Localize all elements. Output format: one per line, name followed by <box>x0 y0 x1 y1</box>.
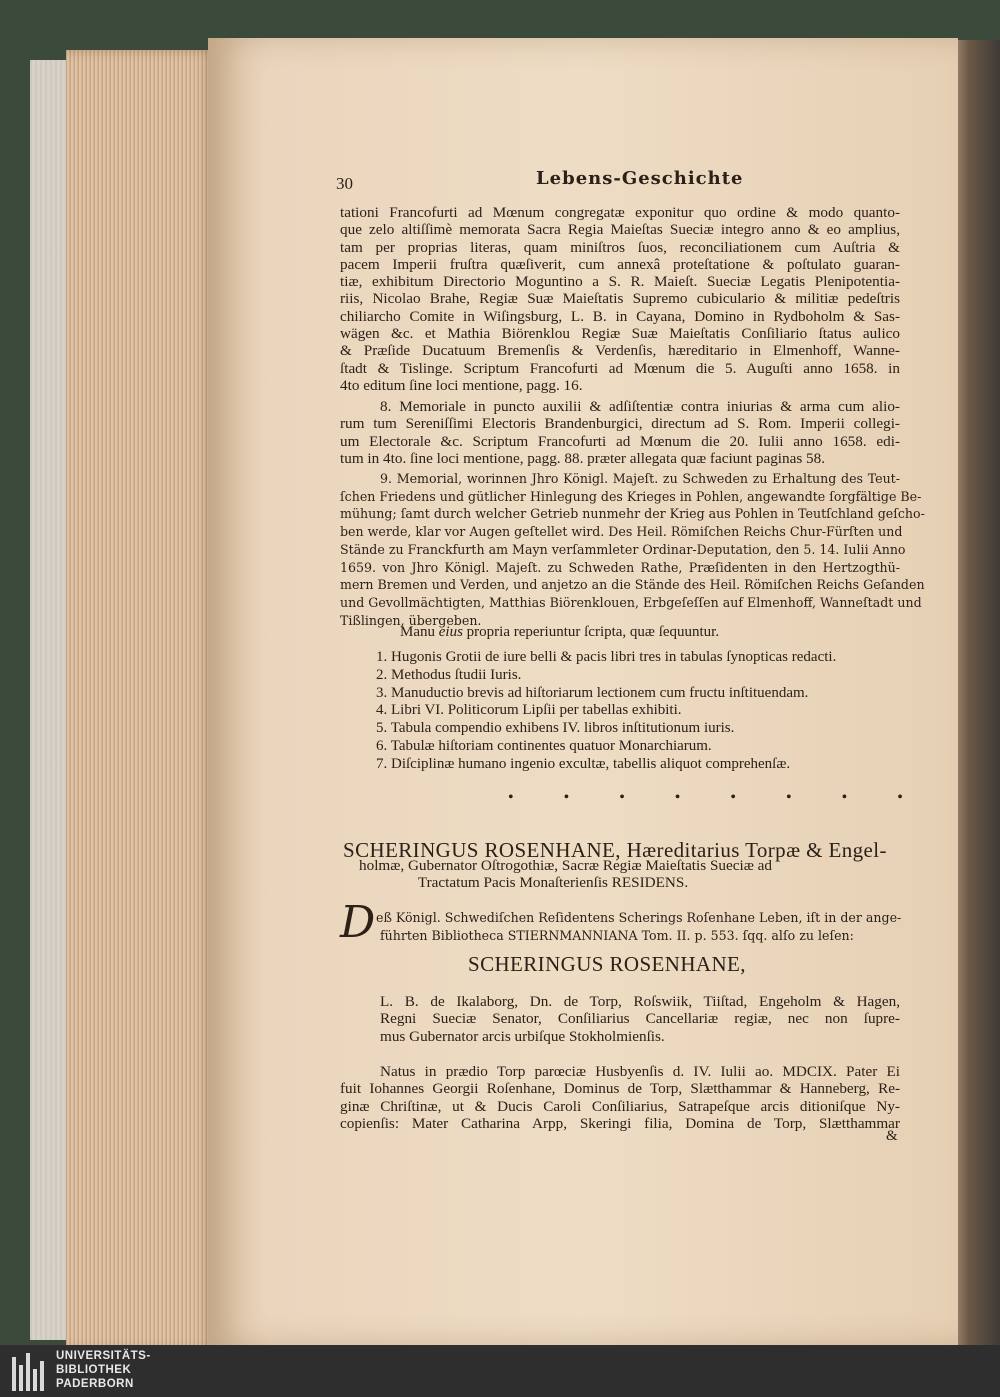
text-line: und Gevollmächtigten, Matthias Biörenklouen, Erbgeſeſſen auf Elmenhoff, Wanneſtadt und <box>340 594 922 610</box>
text-line: chiliarcho Comite in Wiſingsburg, L. B. in Cayana, Domino in Rydboholm & Sas- <box>340 307 900 325</box>
text-line: ginæ Chriſtinæ, ut & Ducis Caroli Conſiliarius, Satrapeſque arcis ditioniſque Ny- <box>340 1097 900 1115</box>
manuscripts-list <box>376 649 836 774</box>
text-line: eß Königl. Schwediſchen Reſidentens Scherings Roſenhane Leben, iſt in der ange- <box>376 910 902 925</box>
book-page <box>208 38 958 1345</box>
manu-text: Manu <box>400 624 439 640</box>
text-line: ſchen Friedens und gütlicher Hinlegung des Krieges in Pohlen, angewandte ſorgfältige Be- <box>340 488 922 504</box>
text-line: 1659. von Jhro Königl. Majeſt. zu Schweden Rathe, Præſidenten in den Hertzogthü- <box>340 559 900 575</box>
text-line: & Præſide Ducatuum Bremenſis & Verdenſis, hæreditario in Elmenhoff, Wanne- <box>340 342 900 360</box>
text-line: Regni Sueciæ Senator, Conſiliarius Cancellariæ regiæ, nec non ſupre- <box>380 1010 900 1028</box>
text-line: ſtadt & Tislinge. Scriptum Francofurti ad Mœnum die 5. Auguſti anno 1658. in <box>340 359 900 377</box>
list-item: 5. Tabula compendio exhibens IV. libros inſtitutionum iuris. <box>376 720 735 737</box>
text-line: Tißlingen, übergeben. <box>340 612 482 628</box>
text-line: 8. Memoriale in puncto auxilii & adſiſtentiæ contra iniurias & arma cum alio- <box>380 398 900 415</box>
entry-continuation-paragraph <box>340 204 900 394</box>
book-page-edges <box>66 50 216 1345</box>
text-line: tum in 4to. ſine loci mentione, pagg. 88. præter allegata quæ faciunt paginas 58. <box>340 449 826 467</box>
text-line: mern Bremen und Verden, und anjetzo an die Stände des Heil. Römiſchen Reichs Geſanden <box>340 577 925 593</box>
manu-italic: eius <box>438 624 463 640</box>
text-line: 9. Memorial, worinnen Jhro Königl. Majeſt. zu Schweden zu Erhaltung des Teut- <box>380 471 900 486</box>
text-line: holmæ, Gubernator Oſtrogothiæ, Sacræ Regiæ Maieſtatis Sueciæ ad <box>359 857 772 874</box>
list-item: 6. Tabulæ hiſtoriam continentes quatuor Monarchiarum. <box>376 737 712 754</box>
text-line: 4to editum ſine loci mentione, pagg. 16. <box>340 376 583 394</box>
section-separator: • • • • • • • • <box>508 789 926 806</box>
text-line: que zelo altiſſimè memorata Sacra Regia Maieſtas Sueciæ integro anno & eo amplius, <box>340 221 900 239</box>
text-line: tam per proprias literas, quam miniſtros ſuos, reconciliationem cum Auſtria & <box>340 238 900 256</box>
text-line: L. B. de Ikalaborg, Dn. de Torp, Roſswiik, Tiiſtad, Engeholm & Hagen, <box>380 993 900 1010</box>
titles-paragraph <box>340 993 900 1045</box>
entry-heading: SCHERINGUS ROSENHANE, Hæreditarius Torpæ & Engel- <box>343 838 887 862</box>
birth-paragraph <box>340 1063 900 1132</box>
logo-line: PADERBORN <box>56 1378 134 1390</box>
entry-heading-continuation <box>343 857 903 891</box>
logo-line: BIBLIOTHEK <box>56 1364 132 1376</box>
text-line: um Electorale &c. Scriptum Francofurti ad Mœnum die 20. Iulii anno 1658. edi- <box>340 432 900 450</box>
text-line: fuit Iohannes Georgii Roſenhane, Dominus de Torp, Slætthammar & Hanneberg, Re- <box>340 1080 900 1098</box>
item-8-paragraph <box>340 398 900 467</box>
text-line: Stände zu Franckfurth am Mayn verſammleter Ordinar-Deputation, den 5. 14. Iulii Anno <box>340 541 906 557</box>
text-line: ben werde, klar vor Augen geſtellet wird. Des Heil. Römiſchen Reichs Chur-Fürſten und <box>340 524 903 540</box>
list-item: 4. Libri VI. Politicorum Lipſii per tabellas exhibiti. <box>376 702 682 719</box>
text-line: copienſis: Mater Catharina Arpp, Skeringi filia, Domina de Torp, Slætthammar <box>340 1114 900 1132</box>
logo-line: UNIVERSITÄTS- <box>56 1350 151 1362</box>
biography-source-note <box>376 909 900 945</box>
running-head: Lebens-Geschichte <box>536 168 744 189</box>
text-line: tiæ, exhibitum Directorio Moguntino a S. R. Maieſt. Sueciæ Legatis Plenipotentia- <box>340 273 900 291</box>
library-logo-icon <box>12 1351 46 1391</box>
text-line: pacem Imperii fruſtra quæſiverit, cum annexâ proteſtatione & poſtulato guaran- <box>340 255 900 273</box>
text-line: tationi Francofurti ad Mœnum congregatæ exponitur quo ordine & modo quanto- <box>340 204 900 221</box>
list-item: 2. Methodus ſtudii Iuris. <box>376 666 522 683</box>
text-line: mus Gubernator arcis urbiſque Stokholmienſis. <box>380 1027 665 1045</box>
text-line: Tractatum Pacis Monaſterienſis RESIDENS. <box>417 874 689 891</box>
list-item: 7. Diſciplinæ humano ingenio excultæ, tabellis aliquot comprehenſæ. <box>376 755 791 772</box>
page-number: 30 <box>336 174 353 193</box>
text-line: wägen &c. et Mathia Biörenklou Regiæ Suæ Maieſtatis Conſiliario ſtatus aulico <box>340 325 900 343</box>
text-line: führten Bibliotheca STIERNMANNIANA Tom. II. p. 553. ſqq. alſo zu leſen: <box>380 928 854 943</box>
list-item: 1. Hugonis Grotii de iure belli & pacis libri tres in tabulas ſynopticas redacti. <box>376 649 837 665</box>
drop-cap: D <box>340 897 376 948</box>
text-line: mühung; ſamt durch welcher Getrieb nunmehr der Krieg aus Pohlen in Teutſchland geſcho- <box>340 506 925 522</box>
text-line: rum tum Sereniſſimi Electoris Brandenburgici, directum ad S. Rom. Imperii collegi- <box>340 415 900 433</box>
list-item: 3. Manuductio brevis ad hiſtoriarum lectionem cum fructu inſtituendam. <box>376 684 809 701</box>
text-line: riis, Nicolao Brahe, Regiæ Suæ Maieſtatis Supremo cubiculario & militiæ pedeſtris <box>340 290 900 308</box>
manuscripts-intro <box>400 624 719 641</box>
item-9-paragraph <box>340 470 925 629</box>
library-logo-text <box>56 1349 151 1391</box>
centered-name-heading: SCHERINGUS ROSENHANE, <box>468 952 746 976</box>
catchword: & <box>886 1128 898 1144</box>
text-line: Natus in prædio Torp parœciæ Husbyenſis d. IV. Iulii ao. MDCIX. Pater Ei <box>380 1063 900 1080</box>
manu-text-rest: propria reperiuntur ſcripta, quæ ſequuntur. <box>462 624 720 640</box>
